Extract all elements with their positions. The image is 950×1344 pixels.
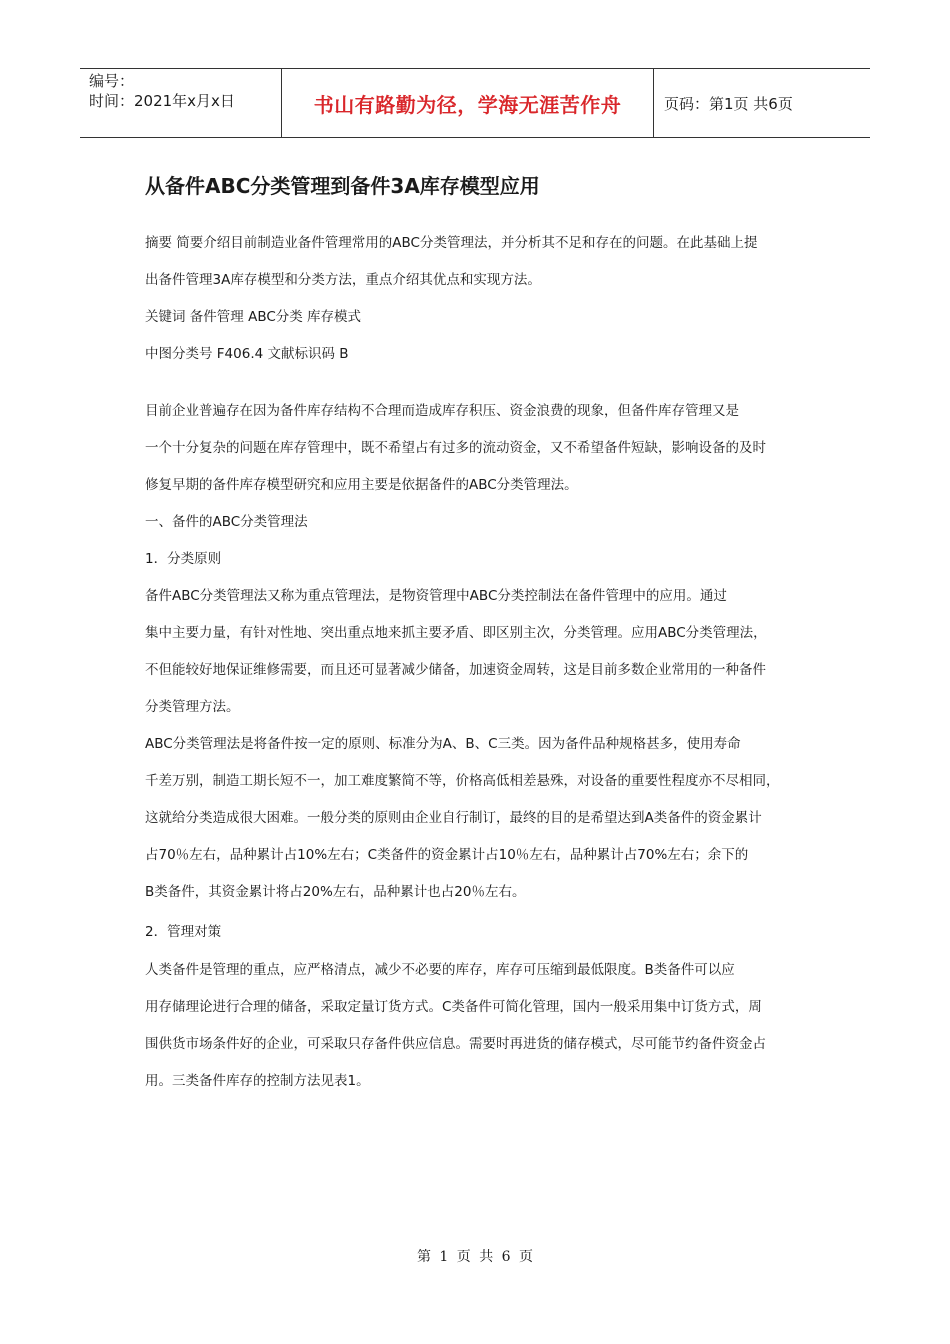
abstract-line-1: 摘要 简要介绍目前制造业备件管理常用的ABC分类管理法，并分析其不足和存在的问题。在此基础上提	[145, 235, 758, 251]
header-page-cell	[654, 69, 870, 137]
subsection-heading: 1．分类原则	[145, 551, 222, 567]
body-line: ABC分类管理法是将备件按一定的原则、标准分为A、B、C三类。因为备件品种规格甚多，使用寿命	[145, 736, 741, 752]
keywords-line: 关键词 备件管理 ABC分类 库存模式	[145, 309, 362, 325]
body-line: 围供货市场条件好的企业，可采取只存备件供应信息。需要时再进货的储存模式，尽可能节约备件资金占	[145, 1036, 766, 1052]
body-line: 这就给分类造成很大困难。一般分类的原则由企业自行制订，最终的目的是希望达到A类备件的资金累计	[145, 810, 762, 826]
body-line: 集中主要力量，有针对性地、突出重点地来抓主要矛盾、即区别主次，分类管理。应用ABC分类管理法，	[145, 625, 767, 641]
body-line: 占70％左右，品种累计占10%左右；C类备件的资金累计占10％左右，品种累计占70%左右；余下的	[145, 847, 749, 863]
page-footer: 第 1 页 共 6 页	[416, 1249, 534, 1265]
body-line: 修复早期的备件库存模型研究和应用主要是依据备件的ABC分类管理法。	[145, 477, 578, 493]
body-line: 目前企业普遍存在因为备件库存结构不合理而造成库存积压、资金浪费的现象，但备件库存管理又是	[145, 403, 739, 419]
classification-line: 中图分类号 F406.4 文献标识码 B	[145, 346, 349, 362]
body-line: 一个十分复杂的问题在库存管理中，既不希望占有过多的流动资金，又不希望备件短缺，影响设备的及时	[145, 440, 766, 456]
header-meta-cell	[80, 69, 282, 137]
body-line: 千差万别，制造工期长短不一，加工难度繁简不等，价格高低相差悬殊，对设备的重要性程度亦不尽相同，	[145, 773, 780, 789]
body-line: B类备件，其资金累计将占20%左右，品种累计也占20％左右。	[145, 884, 526, 900]
body-line: 分类管理方法。	[145, 699, 240, 715]
document-header	[80, 68, 870, 138]
document-title: 从备件ABC分类管理到备件3A库存模型应用	[145, 174, 540, 198]
document-number-label: 编号：	[89, 72, 135, 90]
body-line: 用。三类备件库存的控制方法见表1。	[145, 1073, 370, 1089]
header-motto: 书山有路勤为径，学海无涯苦作舟	[313, 92, 622, 117]
abstract-line-2: 出备件管理3A库存模型和分类方法，重点介绍其优点和实现方法。	[145, 272, 541, 288]
document-time-label: 时间：2021年x月x日	[89, 92, 235, 110]
body-line: 用存储理论进行合理的储备，采取定量订货方式。C类备件可简化管理，国内一般采用集中订货方式，周	[145, 999, 762, 1015]
header-motto-cell	[282, 69, 654, 137]
body-line: 人类备件是管理的重点，应严格清点，减少不必要的库存，库存可压缩到最低限度。B类备件可以应	[145, 962, 735, 978]
header-page-code: 页码：第1页 共6页	[664, 94, 793, 113]
subsection-heading: 2．管理对策	[145, 924, 222, 940]
body-line: 备件ABC分类管理法又称为重点管理法，是物资管理中ABC分类控制法在备件管理中的应用。通过	[145, 588, 727, 604]
body-line: 不但能较好地保证维修需要，而且还可显著减少储备，加速资金周转，这是目前多数企业常用的一种备件	[145, 662, 766, 678]
section-heading: 一、备件的ABC分类管理法	[145, 514, 308, 530]
